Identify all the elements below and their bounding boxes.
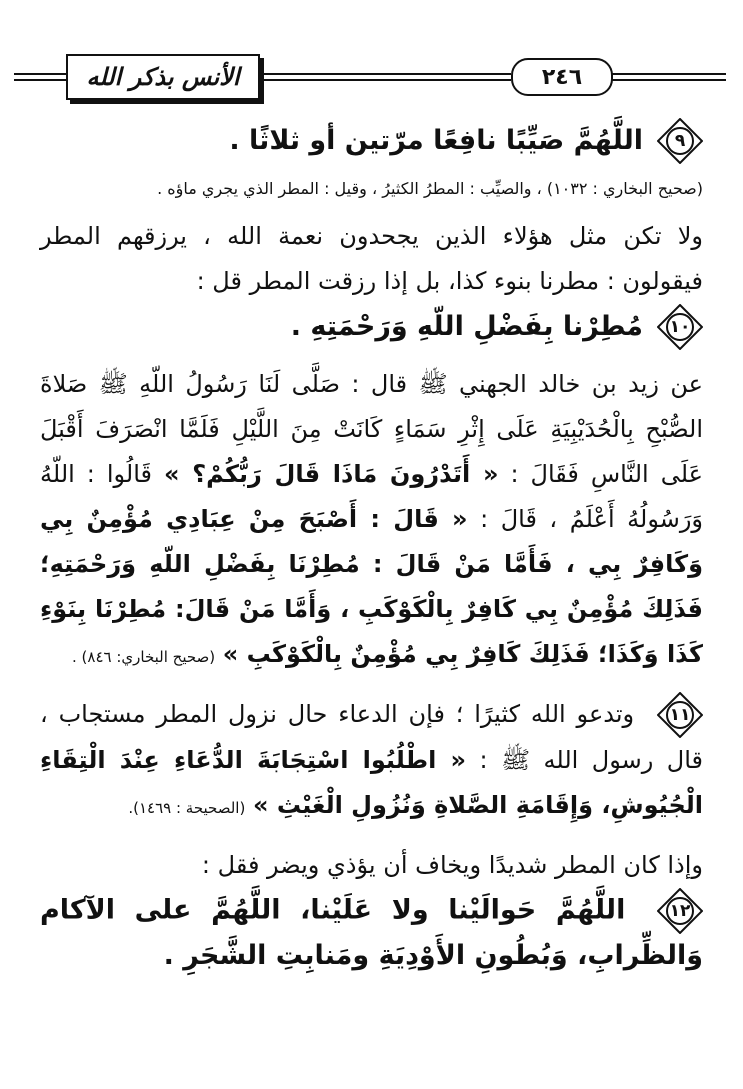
dua-text: اللَّهُمَّ حَوالَيْنا ولا عَلَيْنا، اللَّهُمَّ على الآكام وَالظِّرابِ، وَبُطُونِ الأَوْدِيَةِ ومَنابِتِ الشَّجَرِ . bbox=[40, 894, 703, 971]
header-rule-top bbox=[611, 73, 726, 75]
hadith-source: (الصحيحة : ١٤٦٩). bbox=[128, 799, 246, 817]
dua-number: ١١ bbox=[669, 704, 691, 725]
page-number: ٢٤٦ bbox=[511, 58, 613, 96]
paragraph: ولا تكن مثل هؤلاء الذين يجحدون نعمة الله ، يرزقهم المطر فيقولون : مطرنا بنوء كذا، بل إذا رزقت المطر قل : bbox=[40, 222, 703, 295]
number-ornament-icon bbox=[657, 888, 703, 934]
paragraph-text: وتدعو الله كثيرًا ؛ فإن الدعاء حال نزول المطر مستجاب ، قال رسول الله ﷺ : bbox=[40, 700, 703, 774]
book-title: الأنس بذكر الله bbox=[66, 54, 260, 100]
hadith-quote: « اطْلُبُوا اسْتِجَابَةَ الدُّعَاءِ عِنْدَ الْتِقَاءِ الْجُيُوشِ، وَإِقَامَةِ الصَّلاةِ وَنُزُولِ الْغَيْثِ » bbox=[40, 746, 703, 819]
number-ornament-icon bbox=[657, 304, 703, 350]
dua-11 bbox=[40, 692, 703, 831]
hadith-text: قَالُوا : اللّهُ وَرَسُولُهُ أَعْلَمُ ، قَالَ : bbox=[40, 460, 703, 533]
hadith-quote: « قَالَ : أَصْبَحَ مِنْ عِبَادِي مُؤْمِنٌ بِي وَكَافِرٌ بِي ، فَأَمَّا مَنْ قَالَ : مُطِرْنَا بِفَضْلِ اللّهِ وَرَحْمَتِهِ؛ فَذَلِكَ مُؤْمِنٌ بِي كَافِرٌ بِالْكَوْكَبِ ، وَأَمَّا مَنْ قَالَ: مُطِرْنَا بِنَوْءِ كَذَا وَكَذَا؛ فَذَلِكَ كَافِرٌ بِي مُؤْمِنٌ بِالْكَوْكَبِ » bbox=[40, 505, 703, 668]
header-rule-top bbox=[262, 73, 511, 75]
hadith-paragraph bbox=[40, 362, 703, 680]
hadith-quote: « أَتَدْرُونَ مَاذَا قَالَ رَبُّكُمْ؟ » bbox=[164, 460, 499, 488]
hadith-source: (صحيح البخاري: ٨٤٦) . bbox=[72, 648, 216, 666]
dua-number: ١٢ bbox=[669, 901, 691, 921]
page-header bbox=[14, 52, 726, 102]
header-rule-top bbox=[14, 73, 66, 75]
page-content bbox=[40, 118, 703, 978]
dua-text: اللَّهُمَّ صَيِّبًا نافِعًا مرّتين أو ثلاثًا . bbox=[229, 125, 643, 156]
paragraph: وإذا كان المطر شديدًا ويخاف أن يؤذي ويضر فقل : bbox=[201, 851, 703, 879]
hadith-text: عن زيد بن خالد الجهني ﷺ قال : صَلَّى لَنَا رَسُولُ اللّهِ ﷺ صَلاةَ الصُّبْحِ بِالْحُدَيْبِيَةِ عَلَى إِثْرِ سَمَاءٍ كَانَتْ مِنَ اللَّيْلِ فَلَمَّا انْصَرَفَ أَقْبَلَ عَلَى النَّاسِ فَقَالَ : bbox=[40, 370, 703, 488]
dua-number: ١٠ bbox=[669, 317, 691, 337]
number-ornament-icon bbox=[657, 118, 703, 164]
dua-9 bbox=[40, 118, 703, 164]
dua-number: ٩ bbox=[674, 131, 686, 151]
header-rule-bottom bbox=[14, 79, 66, 81]
source-note: (صحيح البخاري : ١٠٣٢) ، والصيِّب : المطرُ الكثيرُ ، وقيل : المطر الذي يجري ماؤه . bbox=[157, 179, 703, 198]
dua-10 bbox=[40, 304, 703, 350]
header-rule-bottom bbox=[611, 79, 726, 81]
dua-text: مُطِرْنا بِفَضْلِ اللّهِ وَرَحْمَتِهِ . bbox=[290, 311, 643, 342]
header-rule-bottom bbox=[262, 79, 511, 81]
number-ornament-icon bbox=[657, 692, 703, 738]
dua-12 bbox=[40, 888, 703, 978]
